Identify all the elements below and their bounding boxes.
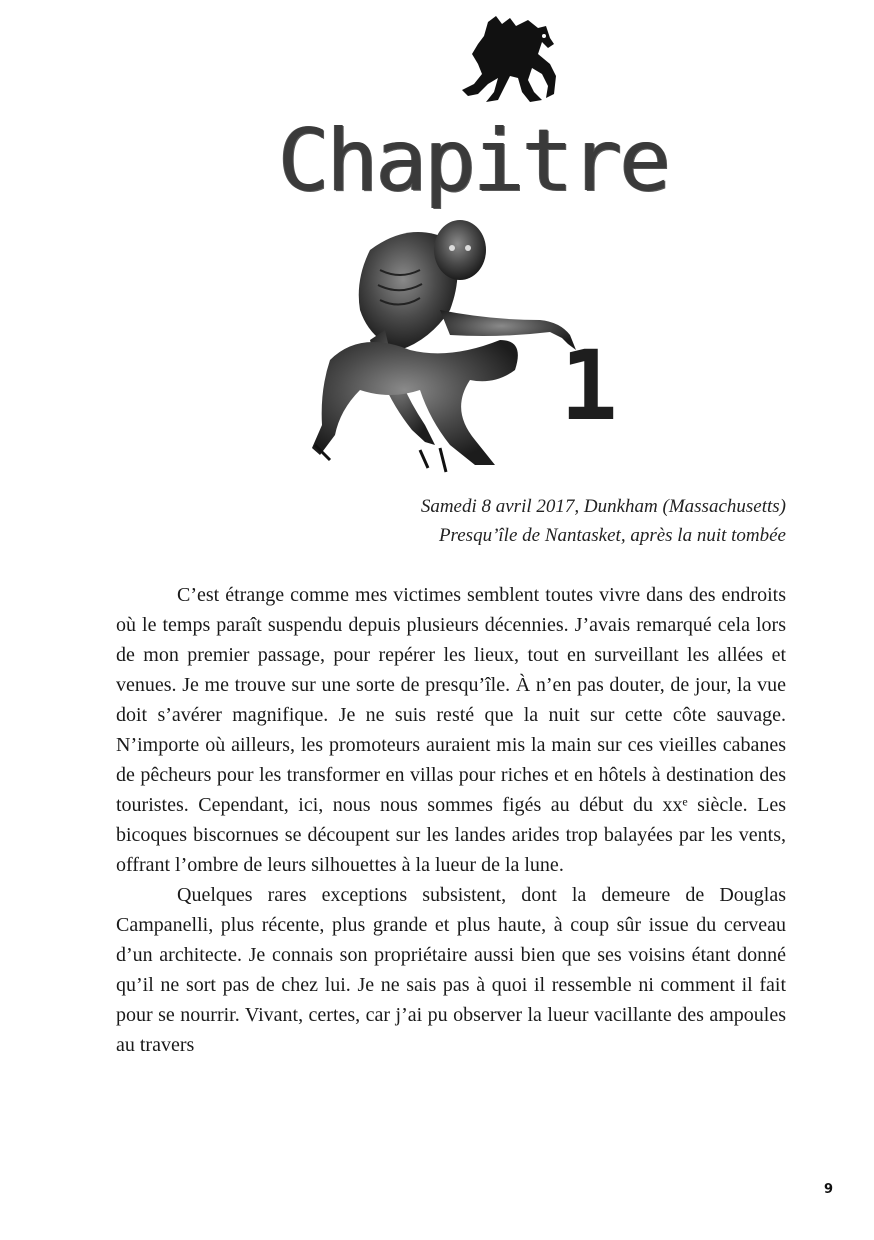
paragraph: C’est étrange comme mes victimes semblent toutes vivre dans des endroits où le temps paraît suspendu depuis plusieurs décennies. J’avais remarqué cela lors de mon premier passage, pour repérer les lieux, tout en surveillant les allées et venues. Je me trouve sur une sorte de presqu’île. À n’en pas douter, de jour, la vue doit s’avérer magnifique. Je ne suis resté que la nuit sur cette côte sauvage. N’importe où ailleurs, les promoteurs auraient mis la main sur ces vieilles cabanes de pêcheurs pour les transformer en villas pour riches et en hôtels à destination des touristes. Cependant, ici, nous nous sommes figés au début du xxᵉ siècle. Les bicoques biscornues se découpent sur les landes arides trop balayées par les vents, offrant l’ombre de leurs silhouettes à la lueur de la lune.: [116, 584, 786, 876]
chapter-body: [116, 580, 786, 1060]
chapter-title: Chapitre: [278, 111, 669, 211]
page-number: 9: [824, 1182, 834, 1197]
chapter-number: 1: [560, 330, 618, 442]
crouching-ghoul-illustration: [300, 210, 600, 480]
dateline-date-place: Samedi 8 avril 2017, Dunkham (Massachusetts): [420, 496, 786, 517]
werewolf-silhouette-icon: [458, 14, 558, 104]
dateline: [421, 492, 786, 550]
paragraph: Quelques rares exceptions subsistent, dont la demeure de Douglas Campanelli, plus récente, plus grande et plus haute, à coup sûr issue du cerveau d’un architecte. Je connais son propriétaire aussi bien que ses voisins étant donné qu’il ne sort pas de chez lui. Je ne sais pas à quoi il ressemble ni comment il fait pour se nourrir. Vivant, certes, car j’ai pu observer la lueur vacillante des ampoules au travers: [116, 884, 786, 1056]
dateline-location-time: Presqu’île de Nantasket, après la nuit tombée: [438, 525, 786, 546]
